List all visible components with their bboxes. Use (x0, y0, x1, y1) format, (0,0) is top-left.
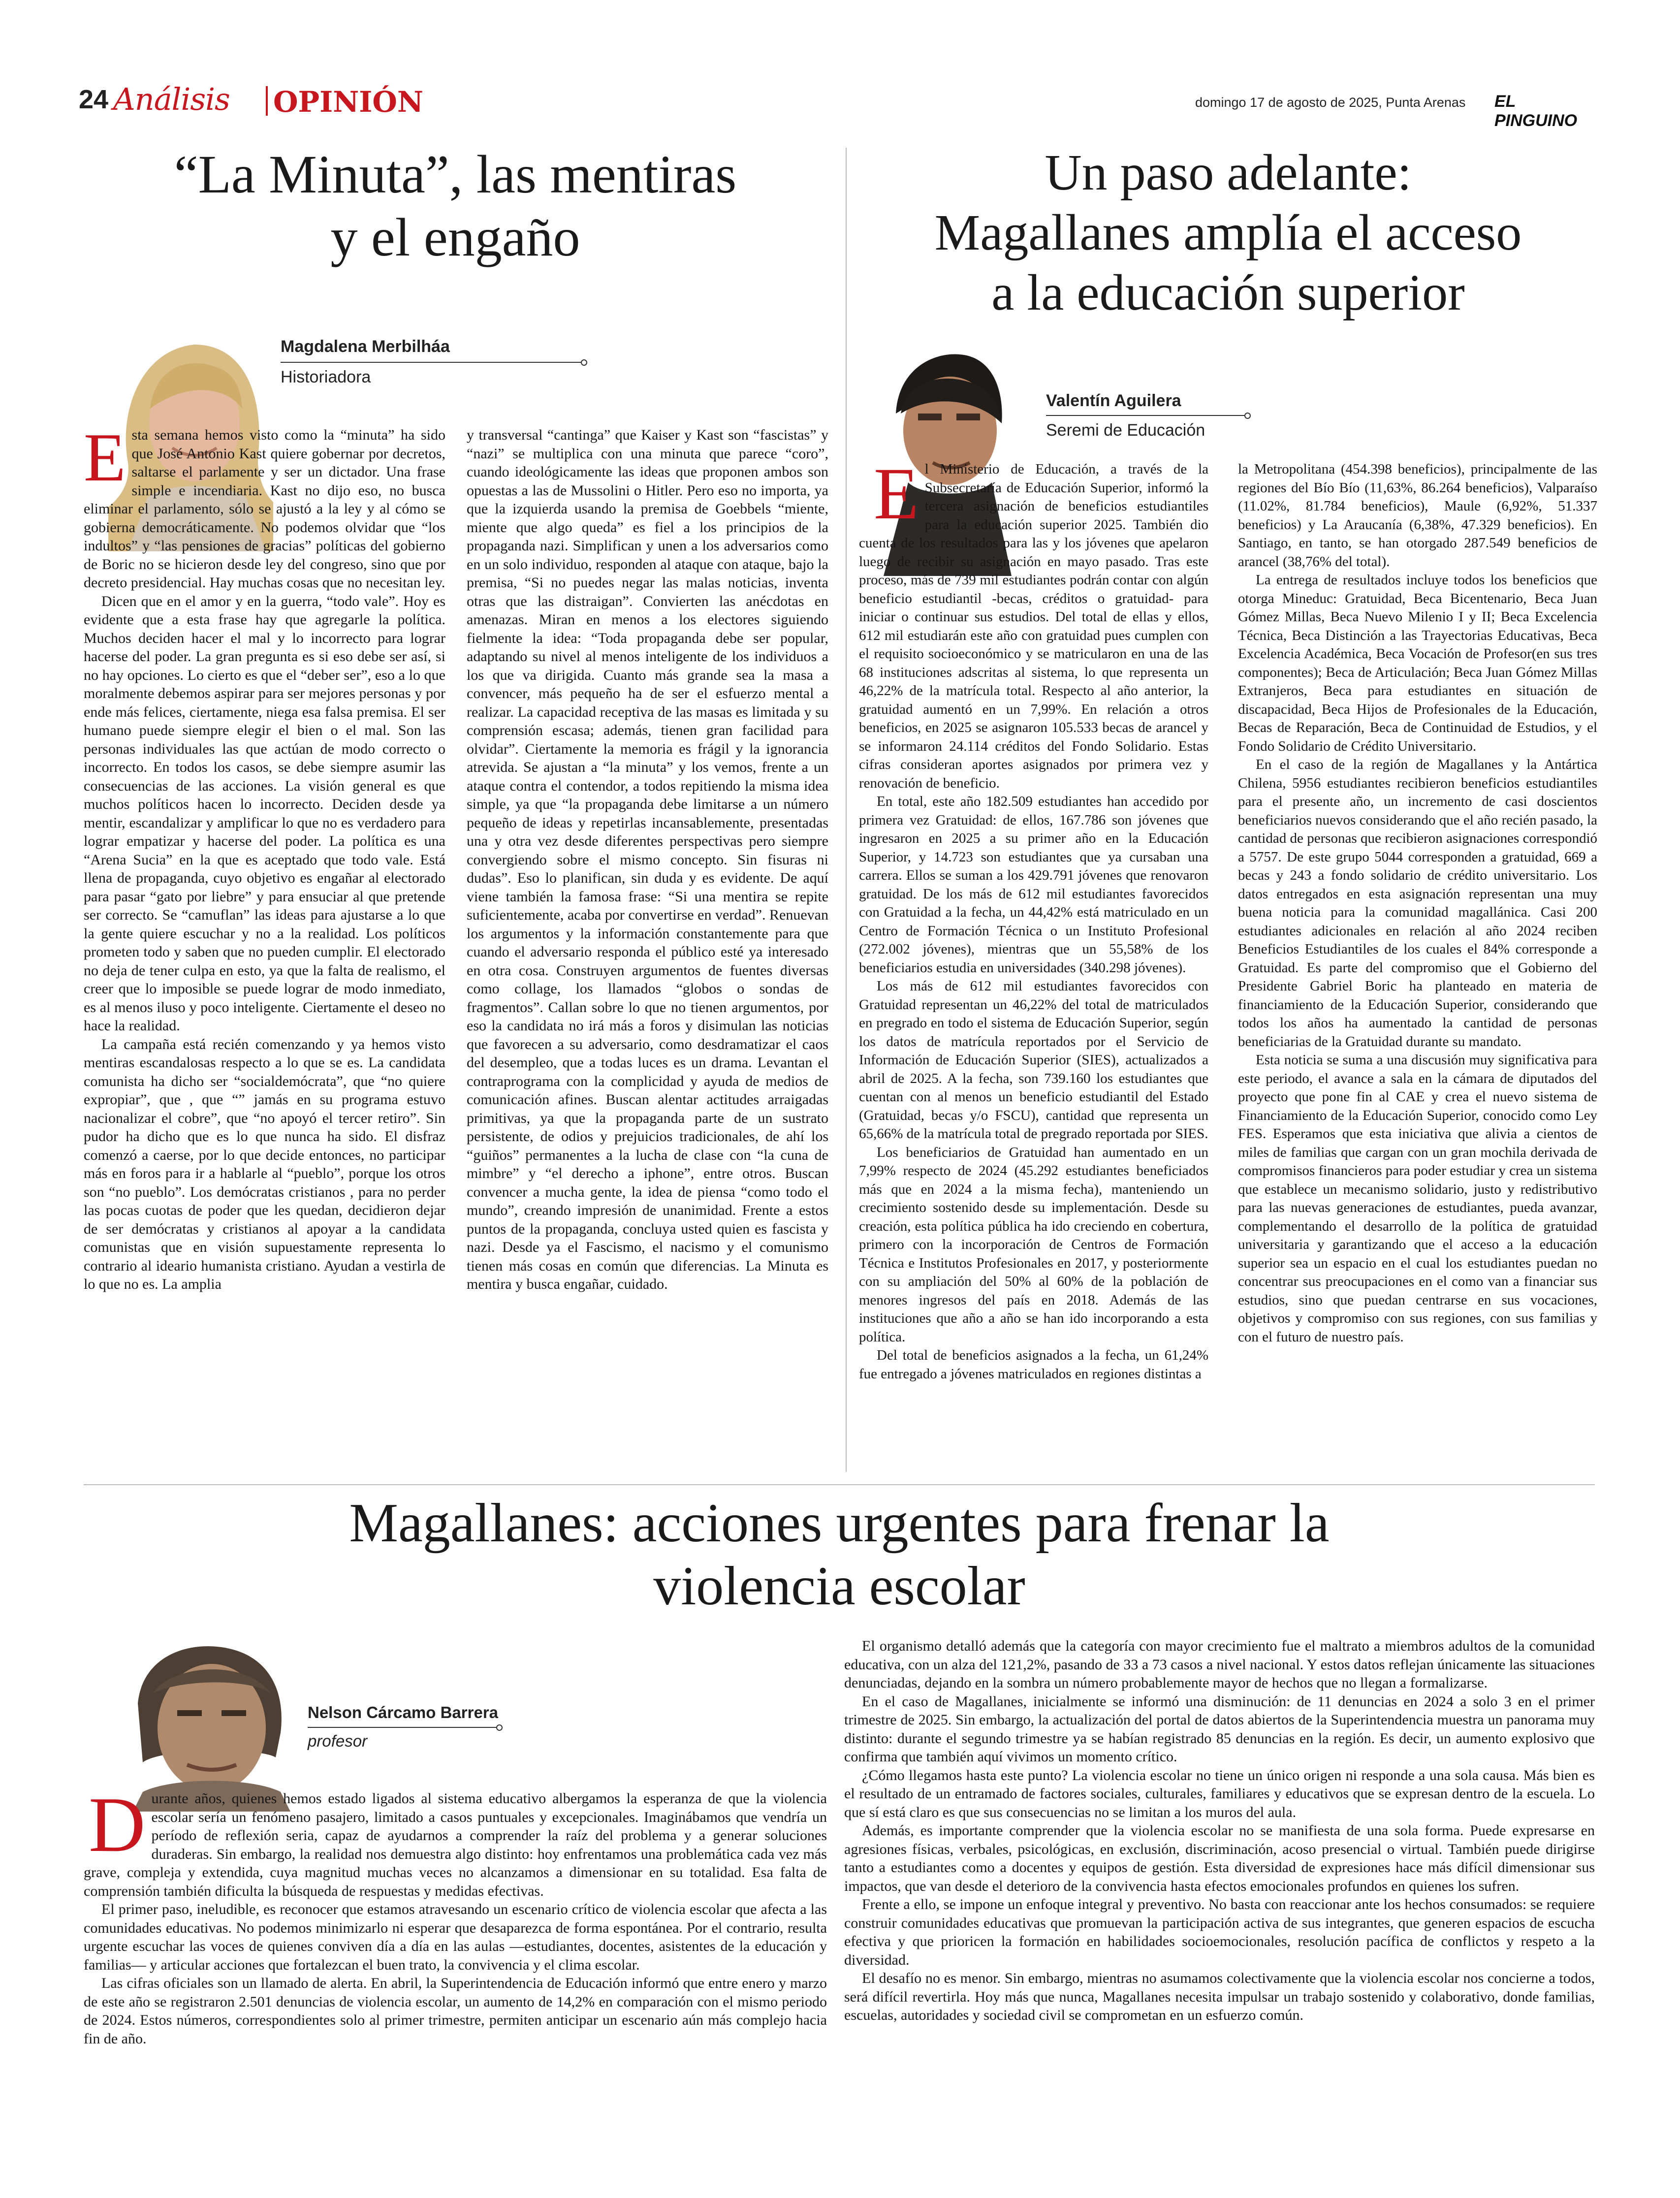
paragraph: Del total de beneficios asignados a la fecha, un 61,24% fue entregado a jóvenes matriculados en regiones distintas a (859, 1347, 1208, 1382)
author-rule-dot (581, 359, 587, 366)
paragraph: Esta noticia se suma a una discusión muy significativa para este periodo, el avance a sala en la cámara de diputados del proyecto que pone fin al CAE y crea el nuevo sistema de Financiamiento de la Educación Superior, conocido como Ley FES. Esperamos que esta iniciativa que alivia a cientos de miles de familias que cargan con un gran mochila derivada de compromisos financieros para poder estudiar y crea un sistema que establece un mecanismo solidario, justo y redistributivo para las nuevas generaciones de estudiantes, pueda avanzar, complementando el desarrollo de la política de gratuidad universitaria y garantizando que el acceso a la educación superior sea un espacio en el cual los estudiantes puedan no concentrar sus preocupaciones en el como van a financiar sus estudios, sino que puedan centrarse en sus vocaciones, objetivos y compromiso con sus regiones, con sus familias y con el futuro de nuestro país. (1238, 1052, 1597, 1345)
paragraph: Frente a ello, se impone un enfoque integral y preventivo. No basta con reaccionar ante los hechos consumados: se requiere construir comunidades educativas que promuevan la participación activa de sus integrantes, que generen espacios de escucha efectiva y que prioricen la formación en habilidades socioemocionales, resolución pacífica de conflictos y respeto a la diversidad. (844, 1896, 1595, 1968)
article-column (84, 419, 445, 1489)
author-rule (308, 1727, 497, 1728)
paragraph: En el caso de la región de Magallanes y la Antártica Chilena, 5956 estudiantes recibieron beneficios estudiantiles para el presente año, un incremento de casi doscientos beneficiarios nuevos considerando que el año recién pasado, la cantidad de personas que recibieron asignaciones correspondió a 5757. De este grupo 5044 corresponden a gratuidad, 669 a becas y 243 a fondo solidario de crédito universitario. Los datos entregados en esta asignación representan una muy buena noticia para la comunidad magallánica. Casi 200 estudiantes adicionales en relación al año 2024 reciben Beneficios Estudiantiles de los cuales el 84% corresponde a Gratuidad. Es parte del compromiso que el Gobierno del Presidente Gabriel Boric ha planteado en materia de financiamiento de la Educación Superior, considerando que todos los años ha aumentado la cantidad de personas beneficiarias de la Gratuidad durante su mandato. (1238, 757, 1597, 1050)
paragraph: ¿Cómo llegamos hasta este punto? La violencia escolar no tiene un único origen ni responde a una sola causa. Más bien es el resultado de un entramado de factores sociales, culturales, familiares y educativos que se expresan dentro de la escuela. Lo que sí está claro es que sus consecuencias no se limitan a los muros del aula. (844, 1767, 1595, 1820)
author-role: profesor (308, 1732, 368, 1750)
author-rule (281, 362, 582, 363)
author-rule (1046, 415, 1245, 416)
section-script-label: Análisis (113, 81, 230, 117)
page-number: 24 (79, 85, 109, 114)
headline-line: a la educación superior (991, 264, 1465, 321)
drop-cap: E (84, 419, 126, 496)
dateline: domingo 17 de agosto de 2025, Punta Arenas (1195, 95, 1466, 110)
author-block (281, 337, 596, 391)
paragraph: Además, es importante comprender que la violencia escolar no se manifiesta de una sola forma. Puede expresarse en agresiones físicas, verbales, psicológicas, en exclusión, discriminación, acoso presencial o virtual. También puede dirigirse tanto a estudiantes como a docentes y equipos de gestión. Esta diversidad de expresiones hace más difícil dimensionar sus impactos, que van desde el deterioro de la convivencia hasta efectos emocionales profundos en quienes los sufren. (844, 1822, 1595, 1894)
paragraph: El organismo detalló además que la categoría con mayor crecimiento fue el maltrato a miembros adultos de la comunidad educativa, con un alza del 121,2%, pasando de 33 a 73 casos a nivel nacional. Y estos datos reflejan únicamente las situaciones denunciadas, dejando en la sombra un número probablemente mayor de hechos que no llegan a formalizarse. (844, 1638, 1595, 1691)
paragraph: la Metropolitana (454.398 beneficios), principalmente de las regiones del Bío Bío (11,63%, 86.264 beneficios), Valparaíso (11.02%, 81.784 beneficios), Maule (6,92%, 51.337 beneficios) y La Araucanía (6,38%, 47.329 beneficios). En Santiago, en tanto, se han otorgado 287.549 beneficios de arancel (38,76% del total). (1238, 461, 1597, 570)
author-role: Historiadora (281, 368, 371, 386)
article-la-minuta (84, 143, 827, 1487)
headline-line: Un paso adelante: (1045, 144, 1412, 201)
vertical-divider (846, 148, 847, 1472)
article-violencia-escolar (84, 1492, 1595, 2181)
paragraph: La campaña está recién comenzando y ya hemos visto mentiras escandalosas respecto a lo que se es. La candidata comunista ha dicho ser “socialdemócrata”, que “no quiere expropiar”, que , que “” jamás en su programa estuvo nacionalizar el cobre”, que “no apoyó el tercer retiro”. Sin pudor ha dicho que es lo que nunca ha sido. El disfraz comenzó a caerse, por lo que decide entonces, no participar más en foros para ir a hablarle al “pueblo”, porque los otros son “no pueblo”. Los demócratas cristianos , para no perder las pocas cuotas de poder que les quedan, decidieron dejar de ser demócratas y cristianos al apoyar a la candidata comunistas que en visión supuestamente representa lo contrario al ideario humanista cristiano. Ayudan a vestirla de lo que no es. La amplia (84, 1036, 445, 1292)
headline-line: Magallanes amplía el acceso (934, 204, 1522, 261)
article-column (84, 1781, 827, 2173)
section-divider (266, 86, 268, 116)
paragraph: Las cifras oficiales son un llamado de alerta. En abril, la Superintendencia de Educación informó que entre enero y marzo de este año se registraron 2.501 denuncias de violencia escolar, un aumento de 14,2% en comparación con el mismo periodo de 2024. Estos números, correspondientes solo al primer trimestre, permiten anticipar un escenario aún más complejo hacia fin de año. (84, 1975, 827, 2047)
paragraph: El primer paso, ineludible, es reconocer que estamos atravesando un escenario crítico de violencia escolar que afecta a las comunidades educativas. No podemos minimizarlo ni esperar que desaparezca de forma espontánea. Por el contrario, resulta urgente escuchar las voces de quienes conviven día a día en las aulas —estudiantes, docentes, asistentes de la educación y familias— y articular acciones que fortalezcan el buen trato, la convivencia y el clima escolar. (84, 1901, 827, 1973)
author-role: Seremi de Educación (1046, 421, 1205, 440)
paragraph: urante años, quienes hemos estado ligados al sistema educativo albergamos la esperanza de que la violencia escolar sería un fenómeno pasajero, limitado a casos puntuales y excepcionales. Imaginábamos que vendría un período de reflexión seria, capaz de ayudarnos a comprender la raíz del problema y a generar soluciones duraderas. Sin embargo, la realidad nos demuestra algo distinto: hoy enfrentamos una problemática cada vez más grave, compleja y extendida, cuya magnitud muchas veces no alcanzamos a dimensionar en su totalidad. Esa falta de comprensión también dificulta la búsqueda de respuestas y medidas efectivas. (84, 1790, 827, 1899)
paragraph: La entrega de resultados incluye todos los beneficios que otorga Mineduc: Gratuidad, Beca Bicentenario, Beca Juan Gómez Millas, Beca Nuevo Milenio I y II; Beca Excelencia Técnica, Beca Distinción a las Trayectorias Educativas, Beca Excelencia Académica, Beca Vocación de Profesor(en sus tres componentes); Beca de Articulación; Beca Juan Gómez Millas Extranjeros, Beca para estudiantes en situación de discapacidad, Beca Hijos de Profesionales de la Educación, Becas de Reparación, Beca de Continuidad de Estudios, y el Fondo Solidario de Crédito Universitario. (1238, 572, 1597, 754)
article-column (1238, 460, 1597, 1489)
paragraph: Los más de 612 mil estudiantes favorecidos con Gratuidad representan un 46,22% del total de matriculados en pregrado en todo el sistema de Educación Superior, según los datos de matrícula reportados por el Servicio de Información de Educación Superior (SIES), actualizados a abril de 2025. A la fecha, son 739.160 los estudiantes que cuentan con al menos un beneficio estudiantil del Estado (Gratuidad, becas y/o FSCU), cantidad que representa un 65,66% de la matrícula total de pregrado reportada por SIES. (859, 978, 1208, 1142)
page-header (79, 81, 1595, 130)
article-column (467, 426, 828, 1489)
paragraph: En el caso de Magallanes, inicialmente se informó una disminución: de 11 denuncias en 2024 a solo 3 en el primer trimestre de 2025. Sin embargo, la actualización del portal de datos abiertos de la Superintendencia muestra un panorama muy distinto: durante el segundo trimestre ya se habían registrado 85 denuncias en la región. Es decir, un aumento explosivo que confirma que también aquí vivimos un momento crítico. (844, 1693, 1595, 1765)
paragraph: l Ministerio de Educación, a través de la Subsecretaría de Educación Superior, informó la tercera asignación de beneficios estudiantiles para la educación superior 2025. También dio cuenta de los resultados para las y los jóvenes que apelaron luego de recibir su asignación en mayo pasado. Tras este proceso, más de 739 mil estudiantes podrán contar con algún beneficio estudiantil -becas, créditos o gratuidad- para iniciar o continuar sus estudios. Del total de ellas y ellos, 612 mil estudiarán este año con gratuidad pues cumplen con el requisito socioeconómico y se matricularon en una de las 68 instituciones adscritas al sistema, lo que representa un 46,22% de la matrícula total. Respecto al año anterior, la gratuidad aumentó en un 7,99%. En relación a otros beneficios, en 2025 se asignaron 105.533 becas de arancel y se informaron 24.114 créditos del Fondo Solidario. Estas cifras consideran aportes asignados por primera vez y renovación de beneficio. (859, 461, 1208, 791)
article-headline (84, 1492, 1595, 1618)
article-headline (859, 143, 1597, 323)
article-headline (84, 143, 827, 269)
article-paso-adelante (859, 143, 1597, 1487)
horizontal-divider (84, 1484, 1595, 1485)
headline-line: “La Minuta”, las mentiras (174, 144, 737, 204)
author-name: Magdalena Merbilháa (281, 337, 450, 356)
article-column (844, 1637, 1595, 2173)
masthead-logo: EL PINGUINO (1494, 92, 1578, 130)
author-block (308, 1703, 603, 1757)
paragraph: sta semana hemos visto como la “minuta” ha sido que José Antonio Kast quiere gobernar por decretos, saltarse el parlamente y ser un dictador. Una frase simple e incendiaria. Kast no dijo eso, no busca eliminar el parlamento, sólo se ajustó a la ley y al cómo se gobierna democráticamente. No podemos olvidar que “los indultos” y “las pensiones de gracias” políticas del gobierno de Boric no se hicieron desde ley del congreso, sino que por decreto presidencial. Hay muchas cosas que no necesitan ley. (84, 427, 445, 591)
paragraph: El desafío no es menor. Sin embargo, mientras no asumamos colectivamente que la violencia escolar nos concierne a todos, será difícil revertirla. Hoy más que nunca, Magallanes necesita impulsar un trabajo sostenido y colaborativo, donde familias, escuelas, autoridades y sociedad civil se comprometan en un esfuerzo común. (844, 1970, 1595, 2023)
author-name: Valentín Aguilera (1046, 391, 1181, 410)
author-name: Nelson Cárcamo Barrera (308, 1703, 499, 1721)
paragraph: y transversal “cantinga” que Kaiser y Kast son “fascistas” y “nazi” se multiplica con una minuta que parece “coro”, cuando ideológicamente las ideas que proponen ambos son opuestas a las de Mussolini o Hitler. Pero eso no importa, ya que la izquierda usando la premisa de Goebbels “miente, miente que algo queda” es fiel a los principios de la propaganda nazi. Simplifican y unen a los adversarios como en un solo individuo, responden al ataque con ataque, bajo la premisa, “Si no puedes negar las malas noticias, inventa otras que las distraigan”. Convierten las anécdotas en amenazas. Miran en menos a los electores siguiendo fielmente la idea: “Toda propaganda debe ser popular, adaptando su nivel al menos inteligente de los individuos a los que va dirigida. Cuanto más grande sea la masa a convencer, más pequeño ha de ser el esfuerzo mental a realizar. La capacidad receptiva de las masas es limitada y su comprensión escasa; además, tienen gran facilidad para olvidar”. Ciertamente la memoria es frágil y la ignorancia atrevida. Se ajustan a “la minuta” y los vemos, frente a un ataque contra el contendor, a todos repitiendo la misma idea simple, ya que “la propaganda debe limitarse a un número pequeño de ideas y repetirlas incansablemente, presentadas una y otra vez desde diferentes perspectivas pero siempre convergiendo sobre el mismo concepto. Sin fisuras ni dudas”. Eso lo planifican, sin duda y es evidente. De aquí viene también la famosa frase: “Si una mentira se repite suficientemente, acaba por convertirse en verdad”. Renuevan los argumentos y la información constantemente para que cuando el adversario responda el público esté ya interesado en otra cosa. Construyen argumentos de fuentes diversas como collage, los llamados “globos o sondas de fragmentos”. Callan sobre lo que no tienen argumentos, por eso la candidata no irá más a foros y disimulan las noticias que favorecen a su adversario, como desdramatizar el caos del desempleo, que a todas luces es un drama. Levantan el contraprograma con la complicidad y ayuda de medios de comunicación afines. Buscan alentar actitudes arraigadas primitivas, ya que la propaganda parte de un sustrato persistente, de odios y prejuicios tradicionales, de ahí los “guiños” permanentes a la lucha de clase con “la cuna de mimbre” y “el derecho a iphone”, entre otros. Buscan convencer a mucha gente, la idea de piensa “como todo el mundo”, creando impresión de unanimidad. Frente a estos puntos de la propaganda, concluya usted quien es fascista y nazi. Desde ya el Fascismo, el nacismo y el comunismo tienen más cosas en común que diferencias. La Minuta es mentira y busca engañar, cuidado. (467, 427, 828, 1292)
paragraph: En total, este año 182.509 estudiantes han accedido por primera vez Gratuidad: de ellos, 167.786 son jóvenes que ingresaron en 2025 a su primer año en la Educación Superior, y 14.723 son estudiantes que ya cursaban una carrera. Ellos se suman a los 429.791 jóvenes que renovaron gratuidad. De los más de 612 mil estudiantes favorecidos con Gratuidad a la fecha, un 44,42% está matriculado en un Centro de Formación Técnica o un Instituto Profesional (272.002 jóvenes), mientras que un 55,58% de los beneficiarios estudia en universidades (340.298 jóvenes). (859, 794, 1208, 976)
drop-cap: D (89, 1781, 146, 1868)
section-label: OPINIÓN (273, 85, 423, 119)
paragraph: Dicen que en el amor y en la guerra, “todo vale”. Hoy es evidente que a esta frase hay que agregarle la política. Muchos deciden hacer el mal y lo incorrecto para lograr hacerse del poder. La gran pregunta es si eso debe ser así, si no hay opciones. Lo cierto es que el “deber ser”, eso a lo que moralmente debemos aspirar para ser mejores personas y por ende más felices, ciertamente, niega esa falsa premisa. El ser humano puede siempre elegir el bien o el mal. Son las personas individuales las que actúan de modo correcto o incorrecto. En todos los casos, se debe siempre asumir las consecuencias de las acciones. La visión general es que muchos políticos hacen lo incorrecto. Deciden desde ya mentir, escandalizar y amplificar lo que no es verdadero para lograr empatizar y hacerse del poder. La política es una “Arena Sucia” en la que es aceptado que todo vale. Está llena de propaganda, cuyo objetivo es engañar al electorado para pasar “gato por liebre” y para ensuciar al que pretende ser correcto. Se “camuflan” las ideas para ajustarse a lo que la gente quiere escuchar y no a la realidad. Los políticos prometen todo y saben que no pueden cumplir. El electorado no deja de tener culpa en esto, ya que la falta de realismo, el creer que lo imposible se puede lograr de modo inmediato, es al menos iluso y poco inteligente. Ciertamente el deseo no hace la realidad. (84, 593, 445, 1034)
headline-line: Magallanes: acciones urgentes para frenar la (349, 1493, 1330, 1554)
author-rule-dot (1244, 413, 1251, 419)
author-rule-dot (496, 1724, 503, 1731)
author-block (1046, 391, 1302, 446)
paragraph: Los beneficiarios de Gratuidad han aumentado en un 7,99% respecto de 2024 (45.292 estudiantes beneficiados más que en 2024 a la misma fecha), manteniendo un crecimiento sostenido desde su implementación. Desde su creación, esta política pública ha ido creciendo en cobertura, primero con la incorporación de Centros de Formación Técnica e Institutos Profesionales en 2017, y posteriormente con su ampliación del 50% al 60% de la población de menores ingresos del país en 2018. Además de las instituciones que año a año se han ido incorporando a esta política. (859, 1144, 1208, 1345)
headline-line: violencia escolar (653, 1556, 1025, 1617)
drop-cap: E (874, 453, 919, 535)
headline-line: y el engaño (330, 207, 580, 267)
article-column (859, 453, 1208, 1489)
